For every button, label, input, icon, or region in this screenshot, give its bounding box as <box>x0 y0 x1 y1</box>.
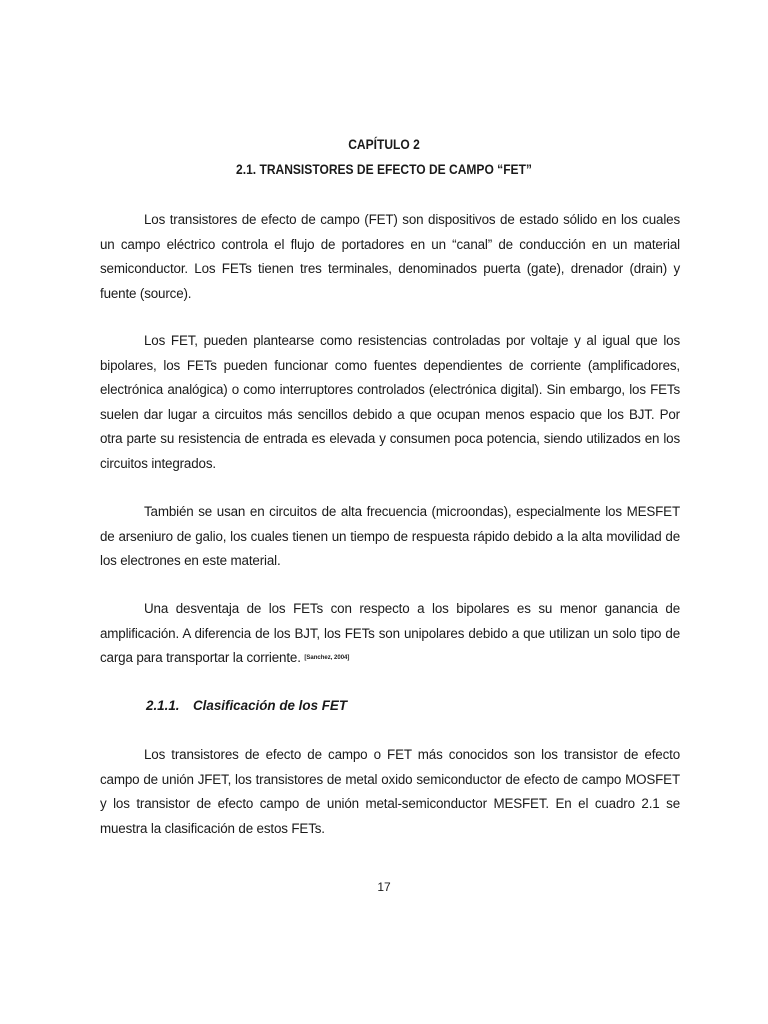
paragraph-fet-disadvantage-text: Una desventaja de los FETs con respecto a los bipolares es su menor ganancia de amplificación. A diferencia de los BJT, los FETs son unipolares debido a que utilizan un solo tipo de carga para transportar la corriente. <box>100 601 680 666</box>
paragraph-fet-resistances: Los FET, pueden plantearse como resistencias controladas por voltaje y al igual que los bipolares, los FETs pueden funcionar como fuentes dependientes de corriente (amplificadores, electrónica analógica) o como interruptores controlados (electrónica digital). Sin embargo, los FETs suelen dar lugar a circuitos más sencillos debido a que ocupan menos espacio que los BJT. Por otra parte su resistencia de entrada es elevada y consumen poca potencia, siendo utilizados en los circuitos integrados. <box>100 333 680 471</box>
citation: [Sanchez, 2004] <box>304 655 350 662</box>
subsection-title: Clasificación de los FET <box>193 698 348 713</box>
chapter-title: CAPÍTULO 2 <box>348 136 420 152</box>
subsection-heading <box>146 698 347 713</box>
section-title: 2.1. TRANSISTORES DE EFECTO DE CAMPO “FET” <box>236 161 532 177</box>
page-number: 17 <box>377 880 391 894</box>
paragraph-fet-definition: Los transistores de efecto de campo (FET) son dispositivos de estado sólido en los cuales un campo eléctrico controla el flujo de portadores en un “canal” de conducción en un material semiconductor. Los FETs tienen tres terminales, denominados puerta (gate), drenador (drain) y fuente (source). <box>100 212 680 301</box>
subsection-number: 2.1.1. <box>146 698 180 713</box>
paragraph-fet-disadvantage <box>100 597 680 671</box>
paragraph-fet-types: Los transistores de efecto de campo o FET más conocidos son los transistor de efecto campo de unión JFET, los transistores de metal oxido semiconductor de efecto de campo MOSFET y los transistor de efecto campo de unión metal-semiconductor MESFET. En el cuadro 2.1 se muestra la clasificación de estos FETs. <box>100 747 680 836</box>
paragraph-fet-high-frequency: También se usan en circuitos de alta frecuencia (microondas), especialmente los MESFET de arseniuro de galio, los cuales tienen un tiempo de respuesta rápido debido a la alta movilidad de los electrones en este material. <box>100 504 680 569</box>
